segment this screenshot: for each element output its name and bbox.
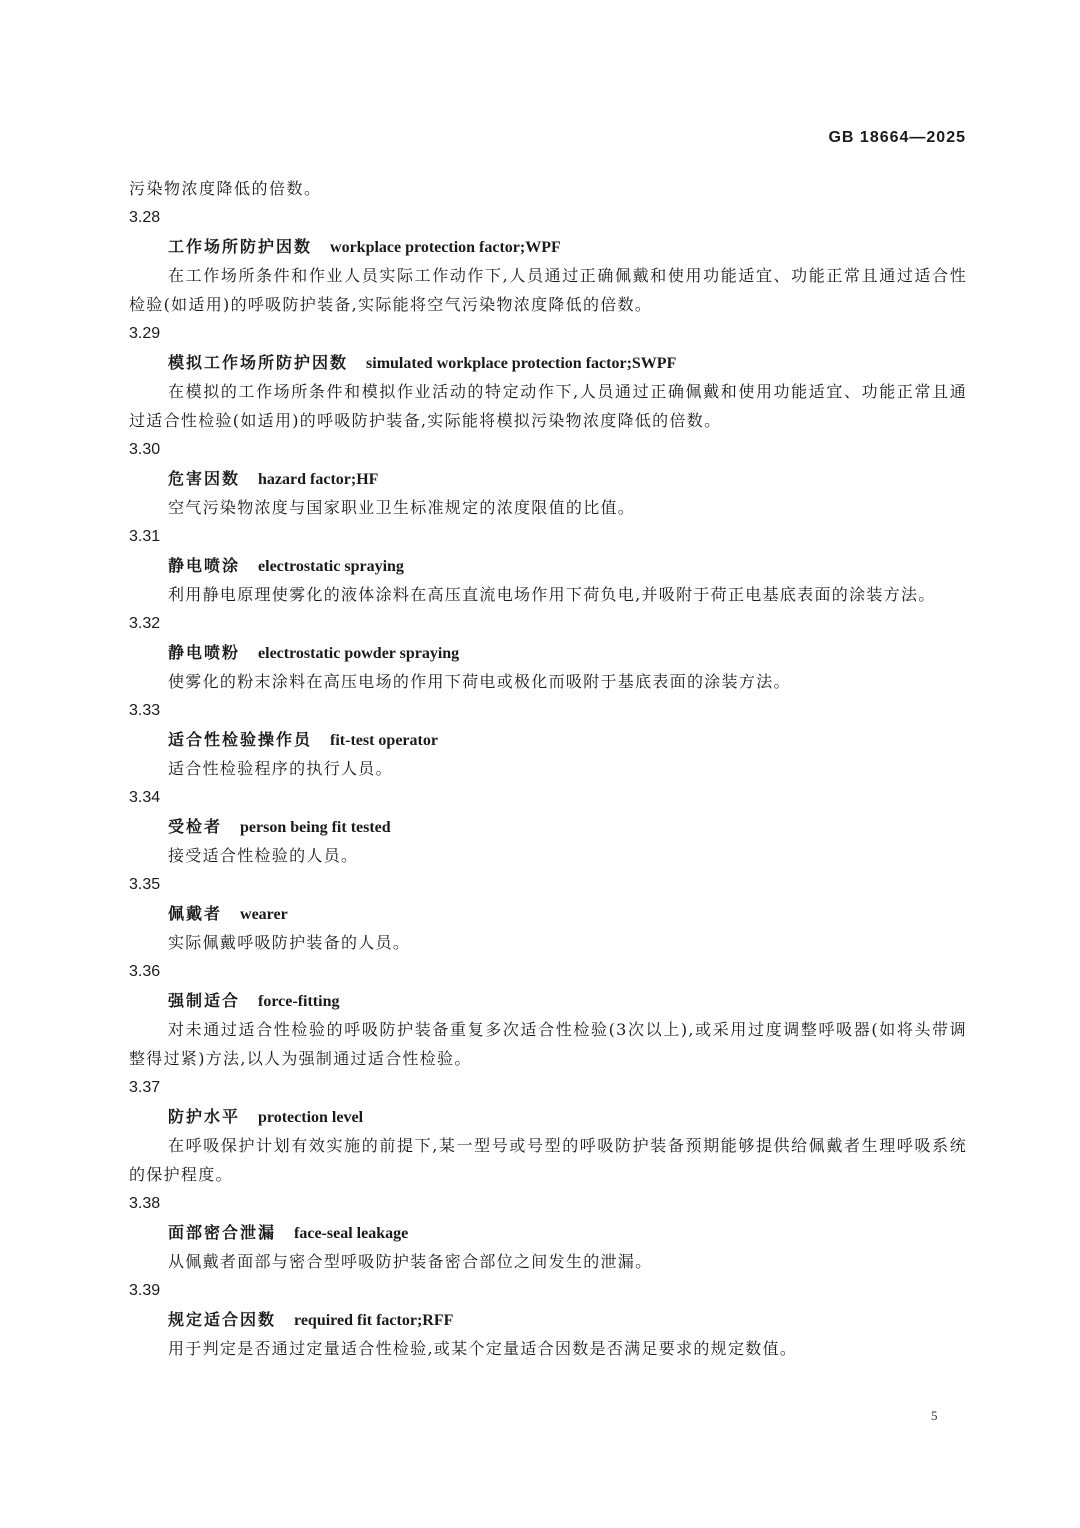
- term-chinese: 模拟工作场所防护因数: [168, 353, 349, 372]
- term-definition: 利用静电原理使雾化的液体涂料在高压直流电场作用下荷负电,并吸附于荷正电基底表面的涂装方法。: [168, 585, 936, 604]
- term-heading: [168, 232, 967, 261]
- term-heading: [168, 464, 967, 493]
- term-english: person being fit tested: [240, 819, 391, 836]
- term-chinese: 防护水平: [168, 1107, 241, 1126]
- term-definition: 适合性检验程序的执行人员。: [168, 759, 393, 778]
- term-chinese: 规定适合因数: [168, 1310, 277, 1329]
- term-entry: [129, 957, 967, 1073]
- term-entry: [129, 1276, 967, 1363]
- term-entry: [129, 1189, 967, 1276]
- term-chinese: 受检者: [168, 817, 223, 836]
- term-number: 3.29: [129, 325, 161, 342]
- term-definition: 空气污染物浓度与国家职业卫生标准规定的浓度限值的比值。: [168, 498, 636, 517]
- term-entry: [129, 696, 967, 783]
- term-number: 3.31: [129, 528, 161, 545]
- term-entry: [129, 609, 967, 696]
- term-number: 3.34: [129, 789, 161, 806]
- term-heading: [168, 725, 967, 754]
- term-heading: [168, 1102, 967, 1131]
- term-definition: 使雾化的粉末涂料在高压电场的作用下荷电或极化而吸附于基底表面的涂装方法。: [168, 672, 791, 691]
- term-english: simulated workplace protection factor;SWPF: [366, 355, 677, 372]
- term-heading: [168, 1305, 967, 1334]
- term-english: electrostatic spraying: [258, 558, 404, 575]
- term-definition: 实际佩戴呼吸防护装备的人员。: [168, 933, 411, 952]
- term-entry: [129, 203, 967, 319]
- term-number: 3.28: [129, 209, 161, 226]
- term-number: 3.33: [129, 702, 161, 719]
- term-definition: 对未通过适合性检验的呼吸防护装备重复多次适合性检验(3次以上),或采用过度调整呼吸器(如将头带调整得过紧)方法,以人为强制通过适合性检验。: [129, 1020, 967, 1068]
- term-entry: [129, 1073, 967, 1189]
- term-definition: 在模拟的工作场所条件和模拟作业活动的特定动作下,人员通过正确佩戴和使用功能适宜、功能正常且通过适合性检验(如适用)的呼吸防护装备,实际能将模拟污染物浓度降低的倍数。: [129, 382, 967, 430]
- term-heading: [168, 812, 967, 841]
- term-entry: [129, 522, 967, 609]
- term-entry: [129, 870, 967, 957]
- term-heading: [168, 348, 967, 377]
- term-entry: [129, 319, 967, 435]
- term-heading: [168, 638, 967, 667]
- term-chinese: 工作场所防护因数: [168, 237, 313, 256]
- term-number: 3.38: [129, 1195, 161, 1212]
- term-number: 3.30: [129, 441, 161, 458]
- term-number: 3.37: [129, 1079, 161, 1096]
- term-english: workplace protection factor;WPF: [330, 239, 561, 256]
- term-number: 3.36: [129, 963, 161, 980]
- term-english: protection level: [258, 1109, 364, 1126]
- term-english: face-seal leakage: [294, 1225, 409, 1242]
- term-heading: [168, 551, 967, 580]
- term-number: 3.35: [129, 876, 161, 893]
- term-english: required fit factor;RFF: [294, 1312, 454, 1329]
- term-number: 3.39: [129, 1282, 161, 1299]
- term-chinese: 适合性检验操作员: [168, 730, 313, 749]
- term-definition: 用于判定是否通过定量适合性检验,或某个定量适合因数是否满足要求的规定数值。: [168, 1339, 798, 1358]
- term-heading: [168, 899, 967, 928]
- term-definition: 在呼吸保护计划有效实施的前提下,某一型号或号型的呼吸防护装备预期能够提供给佩戴者生理呼吸系统的保护程度。: [129, 1136, 967, 1184]
- term-number: 3.32: [129, 615, 161, 632]
- term-english: wearer: [240, 906, 288, 923]
- term-heading: [168, 1218, 967, 1247]
- term-english: fit-test operator: [330, 732, 438, 749]
- term-chinese: 静电喷粉: [168, 643, 241, 662]
- page-number: 5: [931, 1408, 938, 1423]
- term-chinese: 强制适合: [168, 991, 241, 1010]
- term-chinese: 面部密合泄漏: [168, 1223, 277, 1242]
- term-entry: [129, 435, 967, 522]
- term-definition: 在工作场所条件和作业人员实际工作动作下,人员通过正确佩戴和使用功能适宜、功能正常且通过适合性检验(如适用)的呼吸防护装备,实际能将空气污染物浓度降低的倍数。: [129, 266, 967, 314]
- lead-text: 污染物浓度降低的倍数。: [129, 179, 322, 198]
- terms-content: [129, 174, 967, 1363]
- term-english: force-fitting: [258, 993, 340, 1010]
- term-heading: [168, 986, 967, 1015]
- term-english: hazard factor;HF: [258, 471, 379, 488]
- standard-code: GB 18664—2025: [828, 129, 966, 146]
- term-chinese: 静电喷涂: [168, 556, 241, 575]
- term-chinese: 危害因数: [168, 469, 241, 488]
- term-definition: 从佩戴者面部与密合型呼吸防护装备密合部位之间发生的泄漏。: [168, 1252, 653, 1271]
- term-entry: [129, 783, 967, 870]
- term-entries: [129, 203, 967, 1363]
- term-definition: 接受适合性检验的人员。: [168, 846, 359, 865]
- term-chinese: 佩戴者: [168, 904, 223, 923]
- term-english: electrostatic powder spraying: [258, 645, 460, 662]
